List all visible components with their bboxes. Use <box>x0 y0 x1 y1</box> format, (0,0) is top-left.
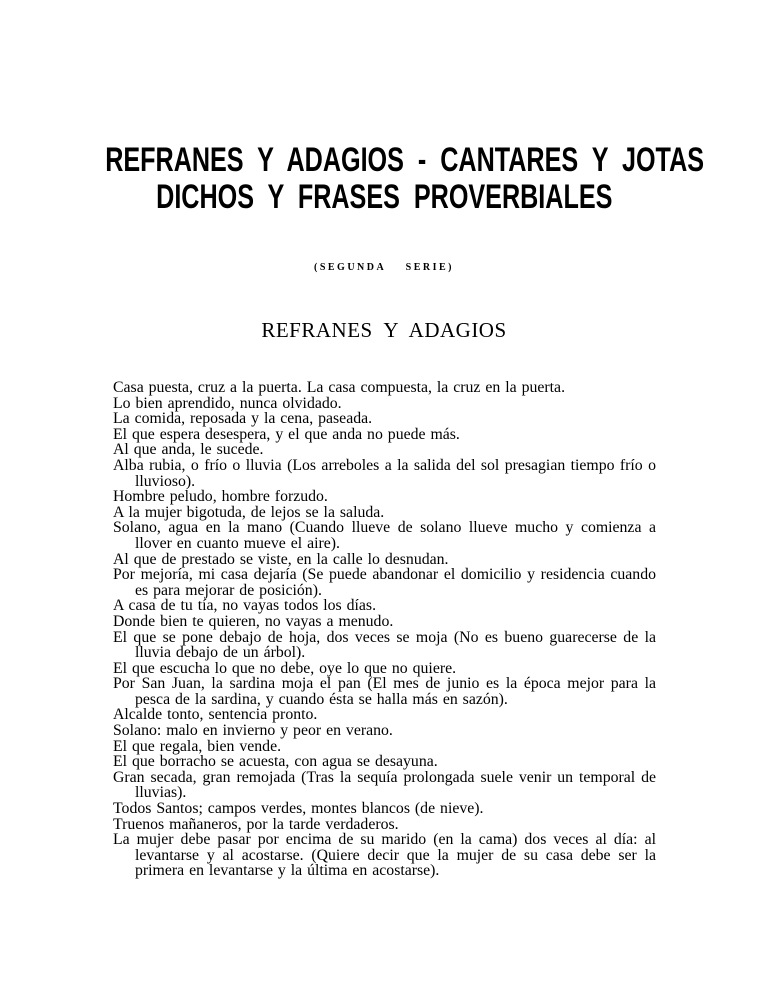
proverb-entry: Todos Santos; campos verdes, montes blancos (de nieve). <box>113 800 484 818</box>
document-title-line-1 <box>0 143 768 177</box>
proverb-entry: Truenos mañaneros, por la tarde verdaderos. <box>113 815 399 833</box>
proverb-list <box>113 380 656 879</box>
proverb-entry: Casa puesta, cruz a la puerta. La casa compuesta, la cruz en la puerta. <box>113 379 566 396</box>
proverb-entry: Alba rubia, o frío o lluvia (Los arreboles a la salida del sol presagian tiempo frío o lluvioso). <box>113 456 656 490</box>
proverb-entry: El que espera desespera, y el que anda no puede más. <box>113 425 460 443</box>
proverb-entry: Por mejoría, mi casa dejaría (Se puede abandonar el domicilio y residencia cuando es para mejorar de posición). <box>113 566 656 599</box>
proverb-entry: La mujer debe pasar por encima de su marido (en la cama) dos veces al día: al levantarse y al acostarse. (Quiere decir que la mujer de su casa debe ser la primera en levantarse y la última en acostarse). <box>113 831 656 880</box>
title-text: REFRANES Y ADAGIOS - CANTARES Y JOTAS <box>105 141 705 179</box>
proverb-entry: Por San Juan, la sardina moja el pan (El mes de junio es la época mejor para la pesca de la sardina, y cuando ésta se halla más en sazón). <box>113 675 656 708</box>
proverb-entry: El que escucha lo que no debe, oye lo que no quiere. <box>113 659 457 677</box>
proverb-entry: Lo bien aprendido, nunca olvidado. <box>113 394 342 412</box>
proverb-entry: Solano, agua en la mano (Cuando llueve de solano llueve mucho y comienza a llover en cuanto mueve el aire). <box>113 519 656 552</box>
proverb-entry: Solano: malo en invierno y peor en verano. <box>113 722 393 740</box>
proverb-entry: Hombre peludo, hombre forzudo. <box>113 488 328 506</box>
proverb-entry: Alcalde tonto, sentencia pronto. <box>113 706 318 724</box>
proverb-entry: A casa de tu tía, no vayas todos los días. <box>113 597 377 615</box>
proverb-entry: El que borracho se acuesta, con agua se desayuna. <box>113 753 438 771</box>
series-subtitle: (SEGUNDA SERIE) <box>313 262 455 273</box>
proverb-entry: Donde bien te quieren, no vayas a menudo. <box>113 612 394 630</box>
title-text: DICHOS Y FRASES PROVERBIALES <box>155 178 613 216</box>
proverb-entry: La comida, reposada y la cena, paseada. <box>113 410 373 428</box>
proverb-entry: El que regala, bien vende. <box>113 737 282 755</box>
proverb-entry: A la mujer bigotuda, de lejos se la saluda. <box>113 503 385 521</box>
section-heading: REFRANES Y ADAGIOS <box>261 318 507 342</box>
proverb-entry: El que se pone debajo de hoja, dos veces se moja (No es bueno guarecerse de la lluvia debajo de un árbol). <box>113 628 656 662</box>
proverb-entry: Al que de prestado se viste, en la calle lo desnudan. <box>113 550 449 568</box>
proverb-entry: Al que anda, le sucede. <box>113 441 264 459</box>
document-title-line-2 <box>0 180 768 214</box>
proverb-entry: Gran secada, gran remojada (Tras la sequía prolongada suele venir un temporal de lluvias). <box>113 768 656 802</box>
